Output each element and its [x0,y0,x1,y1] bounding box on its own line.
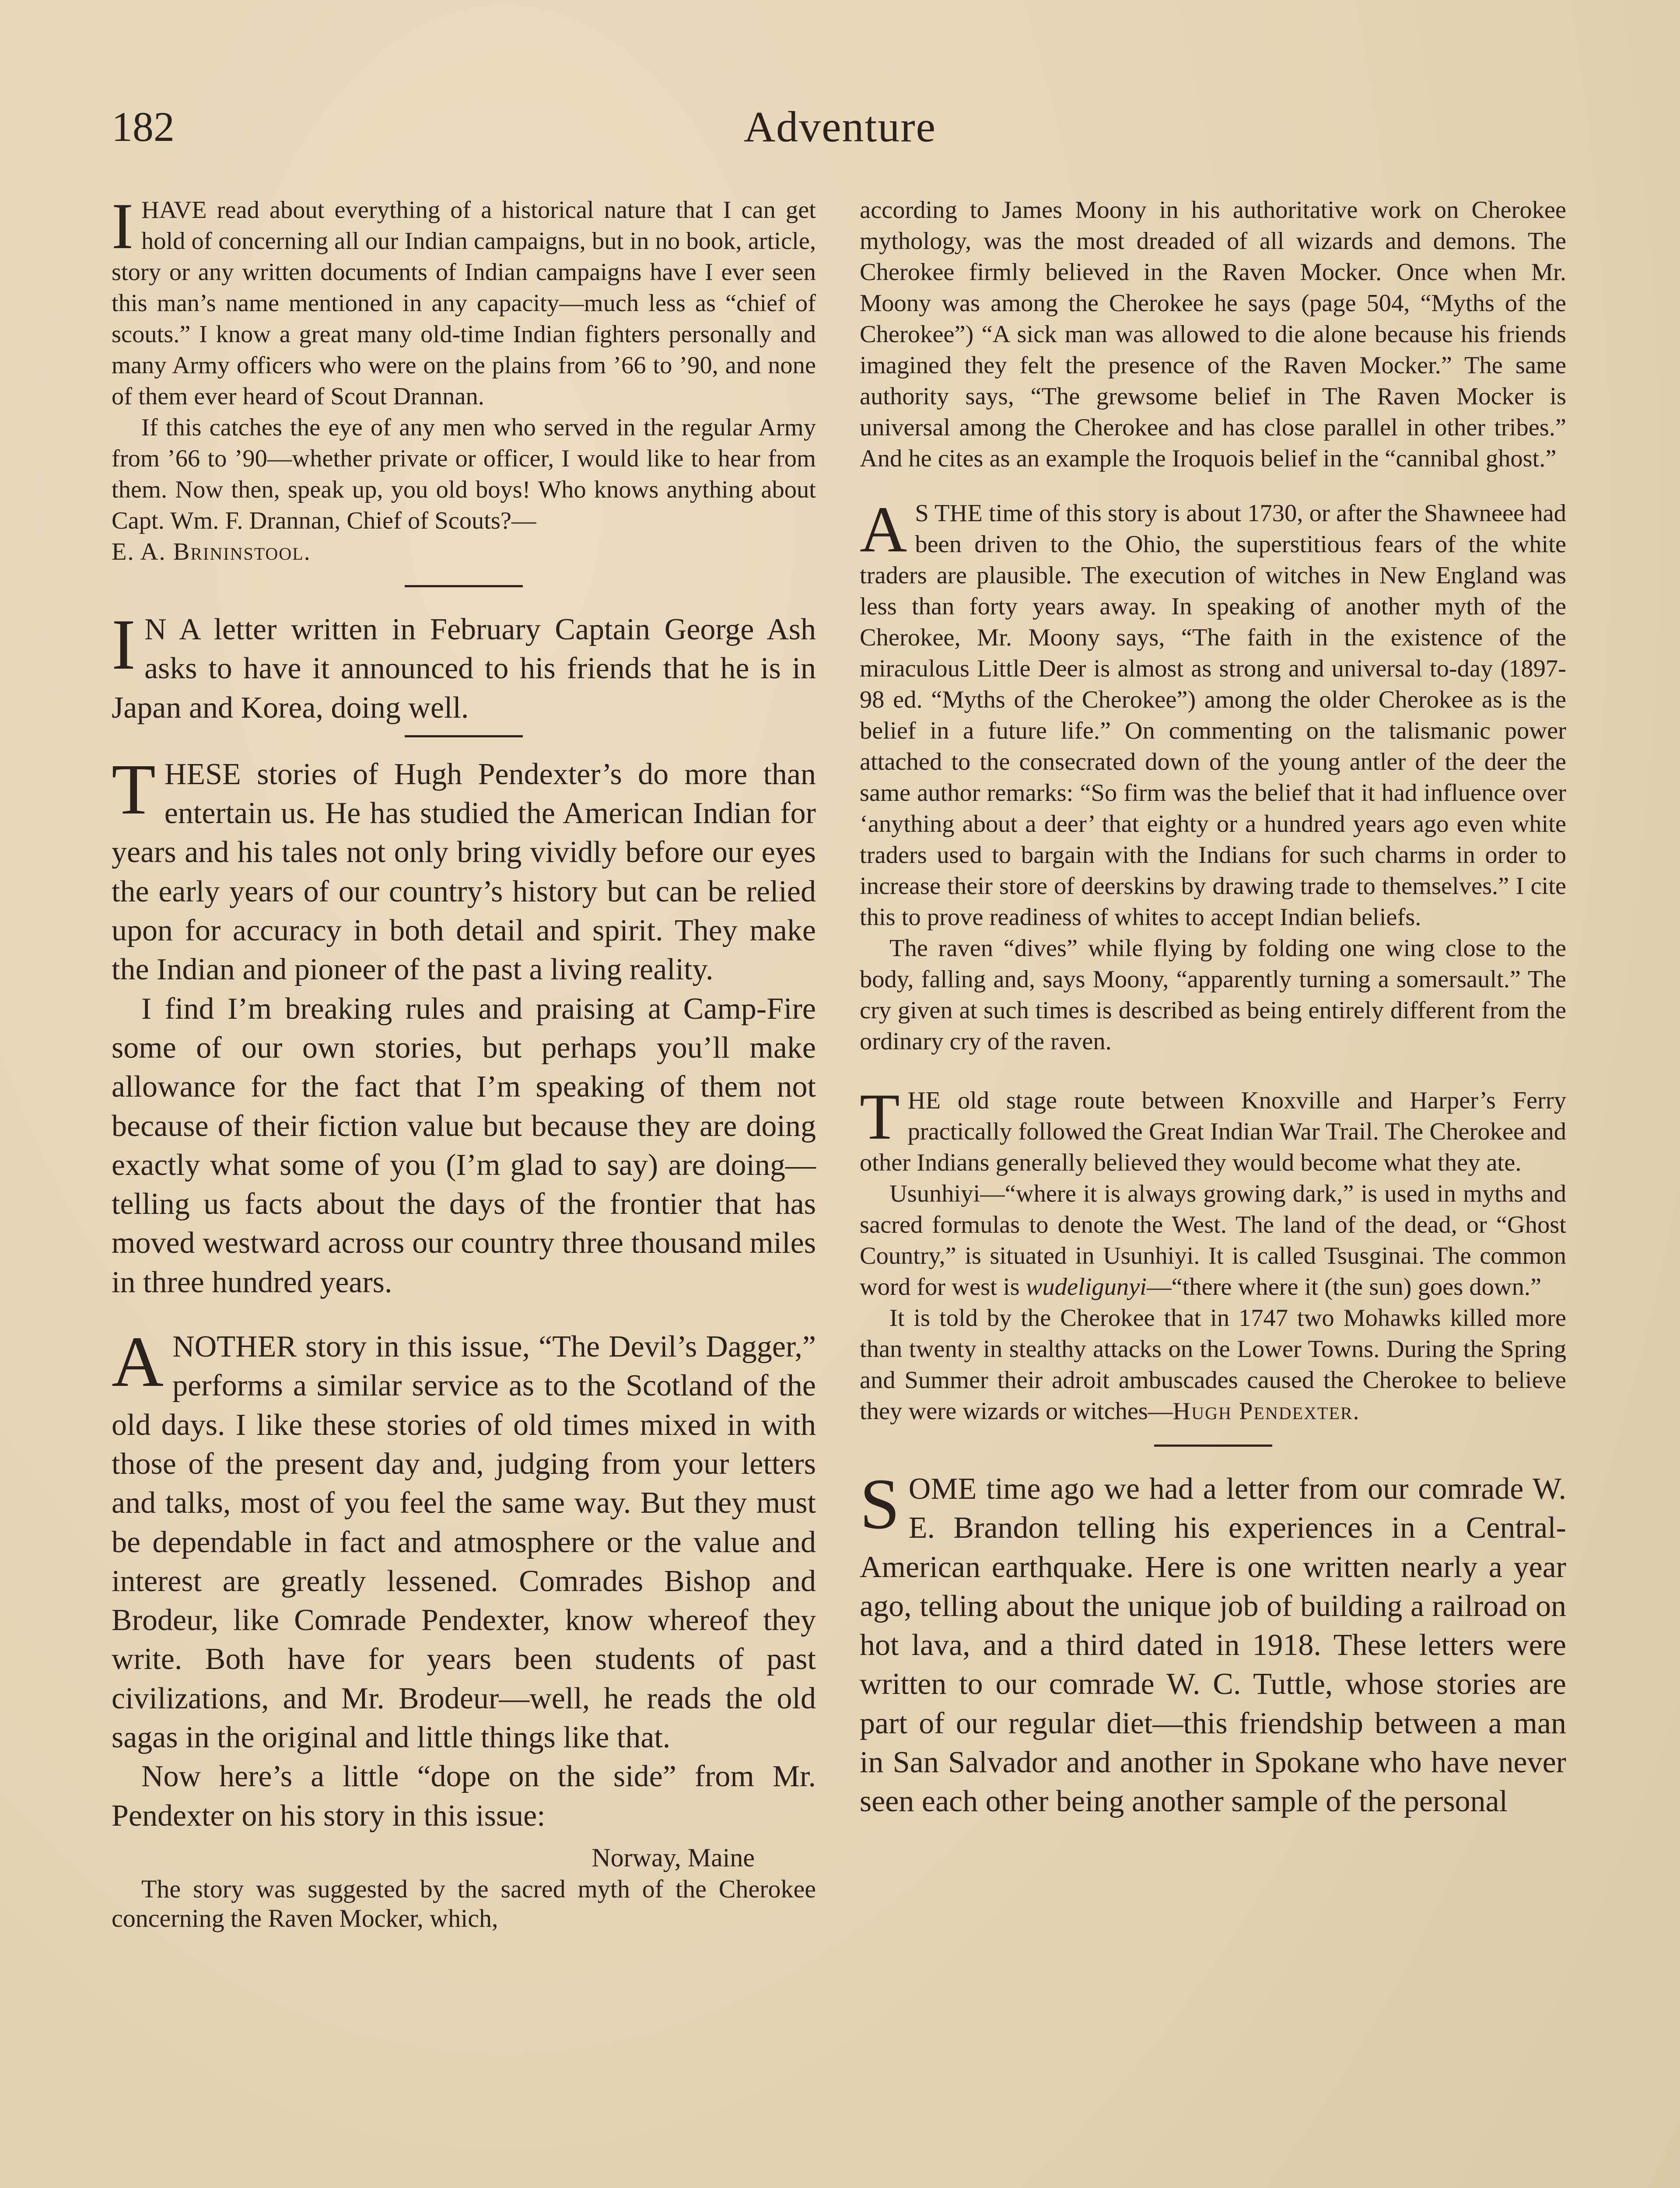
drop-cap: I [112,190,133,263]
paragraph-text: HESE stories of Hugh Pendexter’s do more than entertain us. He has studied the American Indian for years and his tales not only bring vividly before our eyes the early years of our country’s history but can be relied upon for accuracy in both detail and spirit. They make the Indian and pioneer of the past a living reality. [112,757,816,987]
shawnee-section [860,493,1566,1057]
paragraph-text: N A letter written in February Captain George Ash asks to have it announced to his friends that he is in Japan and Korea, doing well. [112,613,816,725]
page-number: 182 [112,103,175,150]
paragraph-text: —“there where it (the sun) goes down.” [1146,1273,1542,1301]
paragraph-text: OME time ago we had a letter from our comrade W. E. Brandon telling his experiences in a Central-American earthquake. Here is one written nearly a year ago, telling about the unique job of building a railroad on hot lava, and a third dated in 1918. These letters were written to our comrade W. C. Tuttle, whose stories are part of our regular diet—this friendship between a man in San Salvador and another in Spokane who have never seen each other being another sample of the personal [860,1472,1566,1819]
ash-note [112,604,816,727]
drop-cap: S [860,1464,900,1544]
paragraph-text: The story was suggested by the sacred myth of the Cherokee concerning the Raven Mocker, which, [112,1874,816,1932]
signature: Hugh Pendexter. [1172,1398,1360,1425]
drop-cap: I [112,604,136,684]
section-divider [405,585,523,587]
paragraph [112,1874,816,1933]
drop-cap: T [112,749,156,829]
drop-cap: T [860,1080,900,1153]
pendexter-letter-cont [860,195,1566,474]
stage-route-section [860,1080,1566,1427]
paragraph-text: I find I’m breaking rules and praising at Camp-Fire some of our own stories, but perhaps you’ll make allowance for the fact that I’m speaking of them not because of their fiction value but because they are doing exactly what some of you (I’m glad to say) are doing—telling us facts about the days of the frontier that has moved westward across our country three thousand miles in three hundred years. [112,992,816,1299]
drop-cap: A [860,493,907,566]
italic-term: wudeligunyi [1026,1273,1147,1301]
paragraph-text: If this catches the eye of any men who served in the regular Army from ’66 to ’90—whether private or officer, I would like to hear from them. Now then, speak up, you old boys! Who knows anything about Capt. Wm. F. Drannan, Chief of Scouts?— [112,414,816,534]
paragraph [860,195,1566,474]
section-divider [405,735,523,737]
page-header [112,101,1568,158]
paragraph [112,412,816,568]
paragraph [860,1080,1566,1178]
pendexter-letter-start [112,1841,816,1933]
paragraph [860,1178,1566,1303]
paragraph-text: HE old stage route between Knoxville and Harper’s Ferry practically followed the Great Indian War Trail. The Cherokee and other Indians generally believed they would become what they ate. [860,1087,1566,1176]
section-divider [1154,1445,1272,1447]
paragraph [112,190,816,412]
signature: E. A. Brininstool. [112,538,311,565]
paragraph-text: The raven “dives” while flying by folding one wing close to the body, falling and, says Moony, “apparently turning a somersault.” The cry given at such times is described as being entirely different from the ordinary cry of the raven. [860,935,1566,1055]
paragraph [112,989,816,1302]
paragraph-text: Usunhiyi—“where it is always growing dark,” is used in myths and sacred formulas to denote the West. The land of the dead, or “Ghost Country,” is situated in Usunhiyi. It is called Tsusginai. The common word for west is [860,1180,1566,1301]
paragraph-text: Now here’s a little “dope on the side” from Mr. Pendexter on his story in this issue: [112,1760,816,1833]
drop-cap: A [112,1322,164,1402]
pendexter-editorial [112,749,816,1302]
paragraph [860,933,1566,1057]
paragraph [112,604,816,727]
paragraph [860,1303,1566,1427]
paragraph [112,749,816,989]
paragraph-text: It is told by the Cherokee that in 1747 two Mohawks killed more than twenty in stealthy attacks on the Lower Towns. During the Spring and Summer their adroit ambuscades caused the Cherokee to believe they were wizards or witches— [860,1304,1566,1425]
paragraph-text: HAVE read about everything of a historical nature that I can get hold of concerning all our Indian campaigns, but in no book, article, story or any written documents of Indian campaigns have I ever seen this man’s name mentioned in any capacity—much less as “chief of scouts.” I know a great many old-time Indian fighters personally and many Army officers who were on the plains from ’66 to ’90, and none of them ever heard of Scout Drannan. [112,196,816,410]
brandon-section [860,1464,1566,1821]
brininstool-letter [112,190,816,568]
paragraph [860,1464,1566,1821]
devils-dagger-editorial [112,1322,816,1835]
paragraph [860,493,1566,933]
paragraph-text: according to James Moony in his authoritative work on Cherokee mythology, was the most dreaded of all wizards and demons. The Cherokee firmly believed in the Raven Mocker. Once when Mr. Moony was among the Cherokee he says (page 504, “Myths of the Cherokee”) “A sick man was allowed to die alone because his friends imagined they felt the presence of the Raven Mocker.” The same authority says, “The grewsome belief in The Raven Mocker is universal among the Cherokee and has close parallel in other tribes.” And he cites as an example the Iroquois belief in the “cannibal ghost.” [860,196,1566,472]
right-column [860,195,1566,1821]
paragraph-text: S THE time of this story is about 1730, or after the Shawneee had been driven to the Ohio, the superstitious fears of the white traders are plausible. The execution of witches in New England was less than forty years away. In speaking of another myth of the Cherokee, Mr. Moony says, “The faith in the existence of the miraculous Little Deer is almost as strong and universal to-day (1897-98 ed. “Myths of the Cherokee”) among the older Cherokee as is the belief in a future life.” On commenting on the talismanic power attached to the consecrated down of the young antler of the deer the same author remarks: “So firm was the belief that it had influence over ‘anything about a deer’ that eighty or a hundred years ago even white traders used to bargain with the Indians for such charms in order to increase their store of deerskins by drawing trade to themselves.” I cite this to prove readiness of whites to accept Indian beliefs. [860,500,1566,931]
left-column [112,190,816,1933]
paragraph [112,1322,816,1757]
paragraph [112,1757,816,1835]
quoted-letter [112,1874,816,1933]
paragraph-text: NOTHER story in this issue, “The Devil’s Dagger,” performs a similar service as to the Scotland of the old days. I like these stories of old times mixed in with those of the present day and, judging from your letters and talks, most of you feel the same way. But they must be dependable in fact and atmosphere or the value and interest are greatly lessened. Comrades Bishop and Brodeur, like Comrade Pendexter, know whereof they write. Both have for years been students of past civilizations, and Mr. Brodeur—well, he reads the old sagas in the original and little things like that. [112,1330,816,1755]
letter-location: Norway, Maine [592,1843,755,1872]
running-title: Adventure [743,102,937,151]
